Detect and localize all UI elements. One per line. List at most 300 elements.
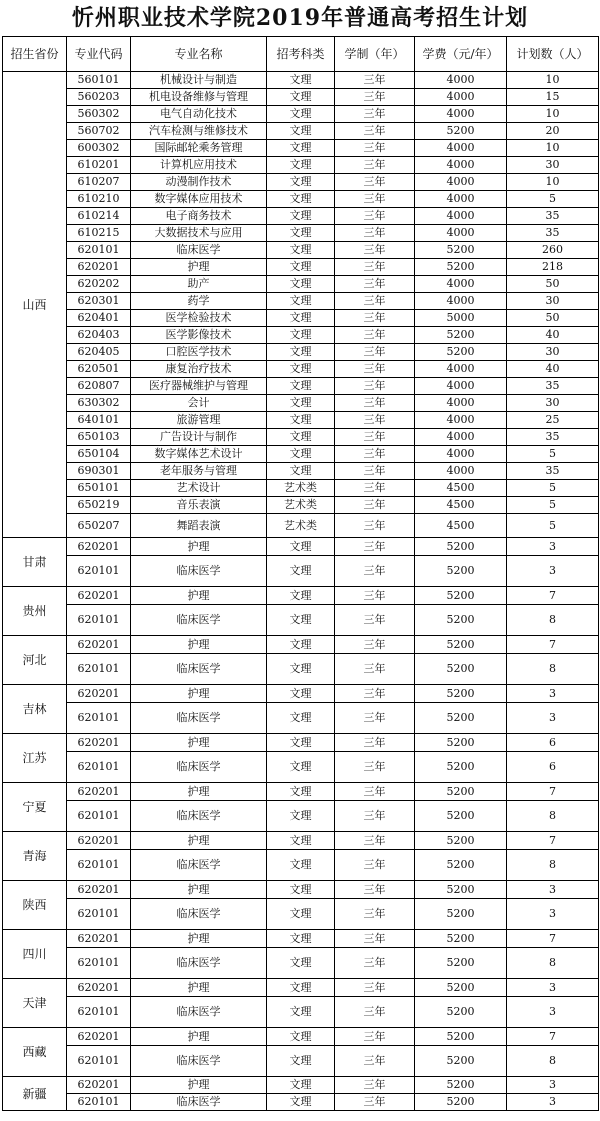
major-name-cell: 临床医学 (131, 556, 267, 587)
table-row (3, 556, 599, 587)
quota-cell: 8 (507, 1046, 599, 1077)
quota-cell: 8 (507, 654, 599, 685)
table-row (3, 72, 599, 89)
tuition-cell: 5200 (415, 654, 507, 685)
tuition-cell: 5000 (415, 310, 507, 327)
tuition-cell: 4000 (415, 429, 507, 446)
table-row (3, 497, 599, 514)
duration-cell: 三年 (335, 881, 415, 899)
major-code-cell: 620101 (67, 654, 131, 685)
category-cell: 文理 (267, 378, 335, 395)
category-cell: 文理 (267, 685, 335, 703)
tuition-cell: 5200 (415, 752, 507, 783)
major-name-cell: 护理 (131, 832, 267, 850)
quota-cell: 7 (507, 587, 599, 605)
tuition-cell: 5200 (415, 587, 507, 605)
table-row (3, 587, 599, 605)
major-name-cell: 护理 (131, 979, 267, 997)
tuition-cell: 5200 (415, 734, 507, 752)
table-row (3, 997, 599, 1028)
quota-cell: 50 (507, 276, 599, 293)
duration-cell: 三年 (335, 685, 415, 703)
major-name-cell: 大数据技术与应用 (131, 225, 267, 242)
table-row (3, 752, 599, 783)
category-cell: 文理 (267, 242, 335, 259)
table-row (3, 344, 599, 361)
major-name-cell: 数字媒体应用技术 (131, 191, 267, 208)
tuition-cell: 5200 (415, 242, 507, 259)
major-code-cell: 620202 (67, 276, 131, 293)
major-code-cell: 620201 (67, 587, 131, 605)
major-code-cell: 620101 (67, 948, 131, 979)
category-cell: 文理 (267, 636, 335, 654)
duration-cell: 三年 (335, 208, 415, 225)
major-code-cell: 650101 (67, 480, 131, 497)
quota-cell: 20 (507, 123, 599, 140)
tuition-cell: 4000 (415, 106, 507, 123)
category-cell: 文理 (267, 293, 335, 310)
quota-cell: 5 (507, 191, 599, 208)
table-row (3, 783, 599, 801)
major-code-cell: 610201 (67, 157, 131, 174)
category-cell: 文理 (267, 605, 335, 636)
category-cell: 文理 (267, 850, 335, 881)
header-duration: 学制（年） (335, 37, 415, 72)
quota-cell: 5 (507, 497, 599, 514)
tuition-cell: 5200 (415, 850, 507, 881)
major-name-cell: 医疗器械维护与管理 (131, 378, 267, 395)
duration-cell: 三年 (335, 89, 415, 106)
tuition-cell: 5200 (415, 832, 507, 850)
category-cell: 文理 (267, 429, 335, 446)
tuition-cell: 4000 (415, 276, 507, 293)
province-cell: 西藏 (3, 1028, 67, 1077)
quota-cell: 10 (507, 140, 599, 157)
category-cell: 文理 (267, 556, 335, 587)
major-name-cell: 护理 (131, 1028, 267, 1046)
category-cell: 文理 (267, 734, 335, 752)
duration-cell: 三年 (335, 225, 415, 242)
duration-cell: 三年 (335, 276, 415, 293)
category-cell: 艺术类 (267, 497, 335, 514)
quota-cell: 30 (507, 293, 599, 310)
duration-cell: 三年 (335, 1077, 415, 1094)
major-code-cell: 620101 (67, 899, 131, 930)
quota-cell: 30 (507, 395, 599, 412)
major-name-cell: 会计 (131, 395, 267, 412)
category-cell: 文理 (267, 72, 335, 89)
table-row (3, 327, 599, 344)
tuition-cell: 5200 (415, 948, 507, 979)
major-name-cell: 临床医学 (131, 752, 267, 783)
quota-cell: 10 (507, 72, 599, 89)
quota-cell: 30 (507, 157, 599, 174)
category-cell: 文理 (267, 191, 335, 208)
province-cell: 宁夏 (3, 783, 67, 832)
header-tuition: 学费（元/年） (415, 37, 507, 72)
category-cell: 文理 (267, 463, 335, 480)
quota-cell: 218 (507, 259, 599, 276)
quota-cell: 35 (507, 378, 599, 395)
table-row (3, 948, 599, 979)
tuition-cell: 4500 (415, 514, 507, 538)
table-row (3, 636, 599, 654)
duration-cell: 三年 (335, 1046, 415, 1077)
category-cell: 文理 (267, 881, 335, 899)
major-code-cell: 650103 (67, 429, 131, 446)
major-code-cell: 620101 (67, 605, 131, 636)
province-cell: 青海 (3, 832, 67, 881)
duration-cell: 三年 (335, 654, 415, 685)
major-code-cell: 620201 (67, 734, 131, 752)
major-code-cell: 610207 (67, 174, 131, 191)
quota-cell: 50 (507, 310, 599, 327)
table-row (3, 157, 599, 174)
quota-cell: 3 (507, 899, 599, 930)
major-code-cell: 620101 (67, 556, 131, 587)
table-row (3, 208, 599, 225)
tuition-cell: 5200 (415, 783, 507, 801)
quota-cell: 3 (507, 881, 599, 899)
quota-cell: 40 (507, 327, 599, 344)
major-code-cell: 620201 (67, 259, 131, 276)
duration-cell: 三年 (335, 140, 415, 157)
quota-cell: 15 (507, 89, 599, 106)
table-row (3, 979, 599, 997)
tuition-cell: 5200 (415, 930, 507, 948)
major-name-cell: 动漫制作技术 (131, 174, 267, 191)
quota-cell: 6 (507, 752, 599, 783)
major-code-cell: 620401 (67, 310, 131, 327)
quota-cell: 8 (507, 605, 599, 636)
tuition-cell: 5200 (415, 538, 507, 556)
category-cell: 文理 (267, 1094, 335, 1111)
tuition-cell: 4000 (415, 225, 507, 242)
tuition-cell: 5200 (415, 344, 507, 361)
tuition-cell: 5200 (415, 636, 507, 654)
category-cell: 文理 (267, 412, 335, 429)
duration-cell: 三年 (335, 734, 415, 752)
category-cell: 文理 (267, 344, 335, 361)
quota-cell: 8 (507, 801, 599, 832)
category-cell: 文理 (267, 997, 335, 1028)
tuition-cell: 5200 (415, 259, 507, 276)
table-row (3, 242, 599, 259)
quota-cell: 35 (507, 429, 599, 446)
table-row (3, 899, 599, 930)
header-category: 招考科类 (267, 37, 335, 72)
major-code-cell: 620501 (67, 361, 131, 378)
quota-cell: 3 (507, 997, 599, 1028)
category-cell: 文理 (267, 106, 335, 123)
major-name-cell: 机电设备维修与管理 (131, 89, 267, 106)
major-code-cell: 620301 (67, 293, 131, 310)
major-code-cell: 620403 (67, 327, 131, 344)
major-code-cell: 620101 (67, 703, 131, 734)
duration-cell: 三年 (335, 752, 415, 783)
duration-cell: 三年 (335, 463, 415, 480)
major-code-cell: 620807 (67, 378, 131, 395)
table-row (3, 480, 599, 497)
duration-cell: 三年 (335, 259, 415, 276)
tuition-cell: 4000 (415, 174, 507, 191)
quota-cell: 40 (507, 361, 599, 378)
duration-cell: 三年 (335, 538, 415, 556)
quota-cell: 35 (507, 208, 599, 225)
tuition-cell: 4000 (415, 361, 507, 378)
quota-cell: 260 (507, 242, 599, 259)
table-row (3, 734, 599, 752)
quota-cell: 3 (507, 1077, 599, 1094)
major-name-cell: 机械设计与制造 (131, 72, 267, 89)
major-code-cell: 620201 (67, 1077, 131, 1094)
duration-cell: 三年 (335, 174, 415, 191)
quota-cell: 3 (507, 979, 599, 997)
category-cell: 文理 (267, 654, 335, 685)
major-code-cell: 620101 (67, 850, 131, 881)
major-name-cell: 临床医学 (131, 997, 267, 1028)
table-row (3, 654, 599, 685)
major-name-cell: 护理 (131, 685, 267, 703)
major-code-cell: 620201 (67, 1028, 131, 1046)
table-row (3, 395, 599, 412)
table-header-row (3, 37, 599, 72)
quota-cell: 3 (507, 1094, 599, 1111)
duration-cell: 三年 (335, 157, 415, 174)
header-major-code: 专业代码 (67, 37, 131, 72)
category-cell: 文理 (267, 89, 335, 106)
major-name-cell: 护理 (131, 587, 267, 605)
tuition-cell: 4000 (415, 72, 507, 89)
table-row (3, 191, 599, 208)
quota-cell: 30 (507, 344, 599, 361)
province-cell: 陕西 (3, 881, 67, 930)
tuition-cell: 4000 (415, 395, 507, 412)
major-code-cell: 620201 (67, 832, 131, 850)
tuition-cell: 4000 (415, 293, 507, 310)
duration-cell: 三年 (335, 587, 415, 605)
duration-cell: 三年 (335, 832, 415, 850)
duration-cell: 三年 (335, 636, 415, 654)
tuition-cell: 5200 (415, 327, 507, 344)
category-cell: 文理 (267, 310, 335, 327)
major-name-cell: 计算机应用技术 (131, 157, 267, 174)
category-cell: 文理 (267, 783, 335, 801)
table-row (3, 446, 599, 463)
duration-cell: 三年 (335, 378, 415, 395)
header-province: 招生省份 (3, 37, 67, 72)
quota-cell: 35 (507, 463, 599, 480)
table-row (3, 310, 599, 327)
quota-cell: 3 (507, 685, 599, 703)
tuition-cell: 4000 (415, 140, 507, 157)
major-code-cell: 620101 (67, 242, 131, 259)
major-code-cell: 620201 (67, 636, 131, 654)
duration-cell: 三年 (335, 850, 415, 881)
duration-cell: 三年 (335, 556, 415, 587)
duration-cell: 三年 (335, 412, 415, 429)
duration-cell: 三年 (335, 123, 415, 140)
duration-cell: 三年 (335, 930, 415, 948)
duration-cell: 三年 (335, 997, 415, 1028)
major-code-cell: 630302 (67, 395, 131, 412)
quota-cell: 3 (507, 556, 599, 587)
category-cell: 文理 (267, 801, 335, 832)
province-cell: 贵州 (3, 587, 67, 636)
quota-cell: 7 (507, 930, 599, 948)
table-row (3, 174, 599, 191)
quota-cell: 8 (507, 948, 599, 979)
tuition-cell: 5200 (415, 979, 507, 997)
major-code-cell: 610210 (67, 191, 131, 208)
category-cell: 文理 (267, 979, 335, 997)
major-name-cell: 临床医学 (131, 605, 267, 636)
tuition-cell: 5200 (415, 899, 507, 930)
quota-cell: 25 (507, 412, 599, 429)
enrollment-plan-table (2, 36, 599, 1111)
major-name-cell: 临床医学 (131, 1046, 267, 1077)
major-code-cell: 650104 (67, 446, 131, 463)
table-row (3, 605, 599, 636)
duration-cell: 三年 (335, 801, 415, 832)
category-cell: 文理 (267, 446, 335, 463)
major-name-cell: 助产 (131, 276, 267, 293)
tuition-cell: 5200 (415, 1094, 507, 1111)
category-cell: 文理 (267, 538, 335, 556)
category-cell: 文理 (267, 752, 335, 783)
quota-cell: 35 (507, 225, 599, 242)
major-code-cell: 620201 (67, 538, 131, 556)
quota-cell: 5 (507, 480, 599, 497)
major-name-cell: 临床医学 (131, 948, 267, 979)
major-name-cell: 护理 (131, 881, 267, 899)
major-name-cell: 艺术设计 (131, 480, 267, 497)
duration-cell: 三年 (335, 191, 415, 208)
province-cell: 河北 (3, 636, 67, 685)
table-row (3, 1046, 599, 1077)
major-code-cell: 620201 (67, 685, 131, 703)
major-name-cell: 护理 (131, 538, 267, 556)
tuition-cell: 4000 (415, 463, 507, 480)
table-row (3, 259, 599, 276)
major-code-cell: 610215 (67, 225, 131, 242)
table-row (3, 1077, 599, 1094)
table-row (3, 1028, 599, 1046)
tuition-cell: 4500 (415, 497, 507, 514)
quota-cell: 6 (507, 734, 599, 752)
table-row (3, 930, 599, 948)
table-row (3, 89, 599, 106)
table-row (3, 463, 599, 480)
major-code-cell: 610214 (67, 208, 131, 225)
tuition-cell: 5200 (415, 1028, 507, 1046)
duration-cell: 三年 (335, 480, 415, 497)
tuition-cell: 5200 (415, 685, 507, 703)
duration-cell: 三年 (335, 514, 415, 538)
category-cell: 文理 (267, 123, 335, 140)
major-code-cell: 620201 (67, 979, 131, 997)
province-cell: 新疆 (3, 1077, 67, 1111)
major-name-cell: 临床医学 (131, 850, 267, 881)
major-name-cell: 口腔医学技术 (131, 344, 267, 361)
duration-cell: 三年 (335, 395, 415, 412)
major-code-cell: 620201 (67, 930, 131, 948)
major-name-cell: 护理 (131, 734, 267, 752)
major-code-cell: 600302 (67, 140, 131, 157)
tuition-cell: 4000 (415, 412, 507, 429)
major-name-cell: 广告设计与制作 (131, 429, 267, 446)
quota-cell: 10 (507, 106, 599, 123)
category-cell: 艺术类 (267, 480, 335, 497)
duration-cell: 三年 (335, 344, 415, 361)
major-name-cell: 医学影像技术 (131, 327, 267, 344)
category-cell: 文理 (267, 225, 335, 242)
province-cell: 天津 (3, 979, 67, 1028)
major-code-cell: 620405 (67, 344, 131, 361)
category-cell: 文理 (267, 140, 335, 157)
table-row (3, 361, 599, 378)
quota-cell: 5 (507, 514, 599, 538)
table-body (3, 72, 599, 1111)
major-code-cell: 690301 (67, 463, 131, 480)
major-name-cell: 临床医学 (131, 801, 267, 832)
category-cell: 文理 (267, 1077, 335, 1094)
category-cell: 文理 (267, 276, 335, 293)
table-row (3, 293, 599, 310)
quota-cell: 8 (507, 850, 599, 881)
category-cell: 文理 (267, 259, 335, 276)
tuition-cell: 5200 (415, 703, 507, 734)
duration-cell: 三年 (335, 72, 415, 89)
major-code-cell: 560203 (67, 89, 131, 106)
province-cell: 山西 (3, 72, 67, 538)
table-row (3, 429, 599, 446)
major-code-cell: 560302 (67, 106, 131, 123)
duration-cell: 三年 (335, 899, 415, 930)
major-name-cell: 医学检验技术 (131, 310, 267, 327)
category-cell: 文理 (267, 174, 335, 191)
table-row (3, 881, 599, 899)
major-name-cell: 电气自动化技术 (131, 106, 267, 123)
major-name-cell: 护理 (131, 636, 267, 654)
duration-cell: 三年 (335, 242, 415, 259)
tuition-cell: 4000 (415, 157, 507, 174)
major-name-cell: 护理 (131, 1077, 267, 1094)
major-name-cell: 临床医学 (131, 1094, 267, 1111)
major-name-cell: 护理 (131, 930, 267, 948)
category-cell: 文理 (267, 208, 335, 225)
table-row (3, 514, 599, 538)
category-cell: 文理 (267, 327, 335, 344)
tuition-cell: 4000 (415, 378, 507, 395)
major-name-cell: 国际邮轮乘务管理 (131, 140, 267, 157)
table-row (3, 140, 599, 157)
category-cell: 文理 (267, 930, 335, 948)
tuition-cell: 4500 (415, 480, 507, 497)
tuition-cell: 5200 (415, 605, 507, 636)
quota-cell: 7 (507, 1028, 599, 1046)
category-cell: 文理 (267, 948, 335, 979)
duration-cell: 三年 (335, 106, 415, 123)
duration-cell: 三年 (335, 979, 415, 997)
major-name-cell: 旅游管理 (131, 412, 267, 429)
duration-cell: 三年 (335, 703, 415, 734)
major-name-cell: 汽车检测与维修技术 (131, 123, 267, 140)
major-code-cell: 650207 (67, 514, 131, 538)
duration-cell: 三年 (335, 310, 415, 327)
major-name-cell: 临床医学 (131, 703, 267, 734)
category-cell: 文理 (267, 587, 335, 605)
